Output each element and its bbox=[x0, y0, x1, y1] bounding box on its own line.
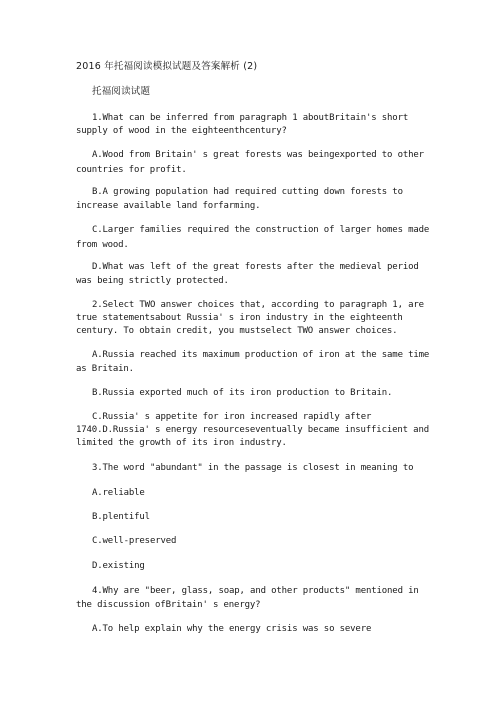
question-2-stem-line-3: century. To obtain credit, you mustselect TWO answer choices. bbox=[76, 326, 398, 336]
question-1-option-d-line-2: was being strictly protected. bbox=[76, 276, 229, 286]
question-2-option-c-line-3: limited the growth of its iron industry. bbox=[76, 438, 287, 448]
question-1-option-b-line-2: increase available land forfarming. bbox=[76, 201, 261, 211]
question-1-stem-line-2: supply of wood in the eighteenthcentury? bbox=[76, 126, 287, 136]
question-2-option-a-line-1: A.Russia reached its maximum production of iron at the same time bbox=[92, 350, 430, 360]
document-title: 2016 年托福阅读模拟试题及答案解析 (2) bbox=[76, 61, 258, 72]
question-3-option-d: D.existing bbox=[92, 561, 145, 571]
question-3-option-c: C.well-preserved bbox=[92, 536, 177, 546]
question-4-stem-line-2: the discussion ofBritain' s energy? bbox=[76, 600, 261, 610]
section-heading: 托福阅读试题 bbox=[92, 86, 151, 97]
question-2-stem-line-2: true statementsabout Russia' s iron industry in the eighteenth bbox=[76, 313, 403, 323]
question-2-stem-line-1: 2.Select TWO answer choices that, according to paragraph 1, are bbox=[92, 300, 424, 310]
question-1-option-c-line-1: C.Larger families required the construction of larger homes made bbox=[92, 225, 430, 235]
question-3-option-a: A.reliable bbox=[92, 488, 145, 498]
question-3-stem: 3.The word "abundant" in the passage is closest in meaning to bbox=[92, 463, 414, 473]
question-4-stem-line-1: 4.Why are "beer, glass, soap, and other products" mentioned in bbox=[92, 586, 419, 596]
question-2-option-a-line-2: as Britain. bbox=[76, 364, 134, 374]
question-4-option-a: A.To help explain why the energy crisis was so severe bbox=[92, 624, 372, 634]
question-3-option-b: B.plentiful bbox=[92, 512, 150, 522]
question-1-option-a-line-2: countries for profit. bbox=[76, 165, 187, 175]
question-2-option-c-line-1: C.Russia' s appetite for iron increased rapidly after bbox=[92, 412, 372, 422]
question-1-stem-line-1: 1.What can be inferred from paragraph 1 aboutBritain's short bbox=[92, 113, 409, 123]
question-1-option-c-line-2: from wood. bbox=[76, 240, 129, 250]
question-2-option-c-line-2: 1740.D.Russia' s energy resourceseventually became insufficient and bbox=[76, 425, 429, 435]
question-1-option-a-line-1: A.Wood from Britain' s great forests was beingexported to other bbox=[92, 150, 424, 160]
question-1-option-d-line-1: D.What was left of the great forests after the medieval period bbox=[92, 262, 419, 272]
question-2-option-b: B.Russia exported much of its iron production to Britain. bbox=[92, 388, 393, 398]
question-1-option-b-line-1: B.A growing population had required cutting down forests to bbox=[92, 187, 403, 197]
